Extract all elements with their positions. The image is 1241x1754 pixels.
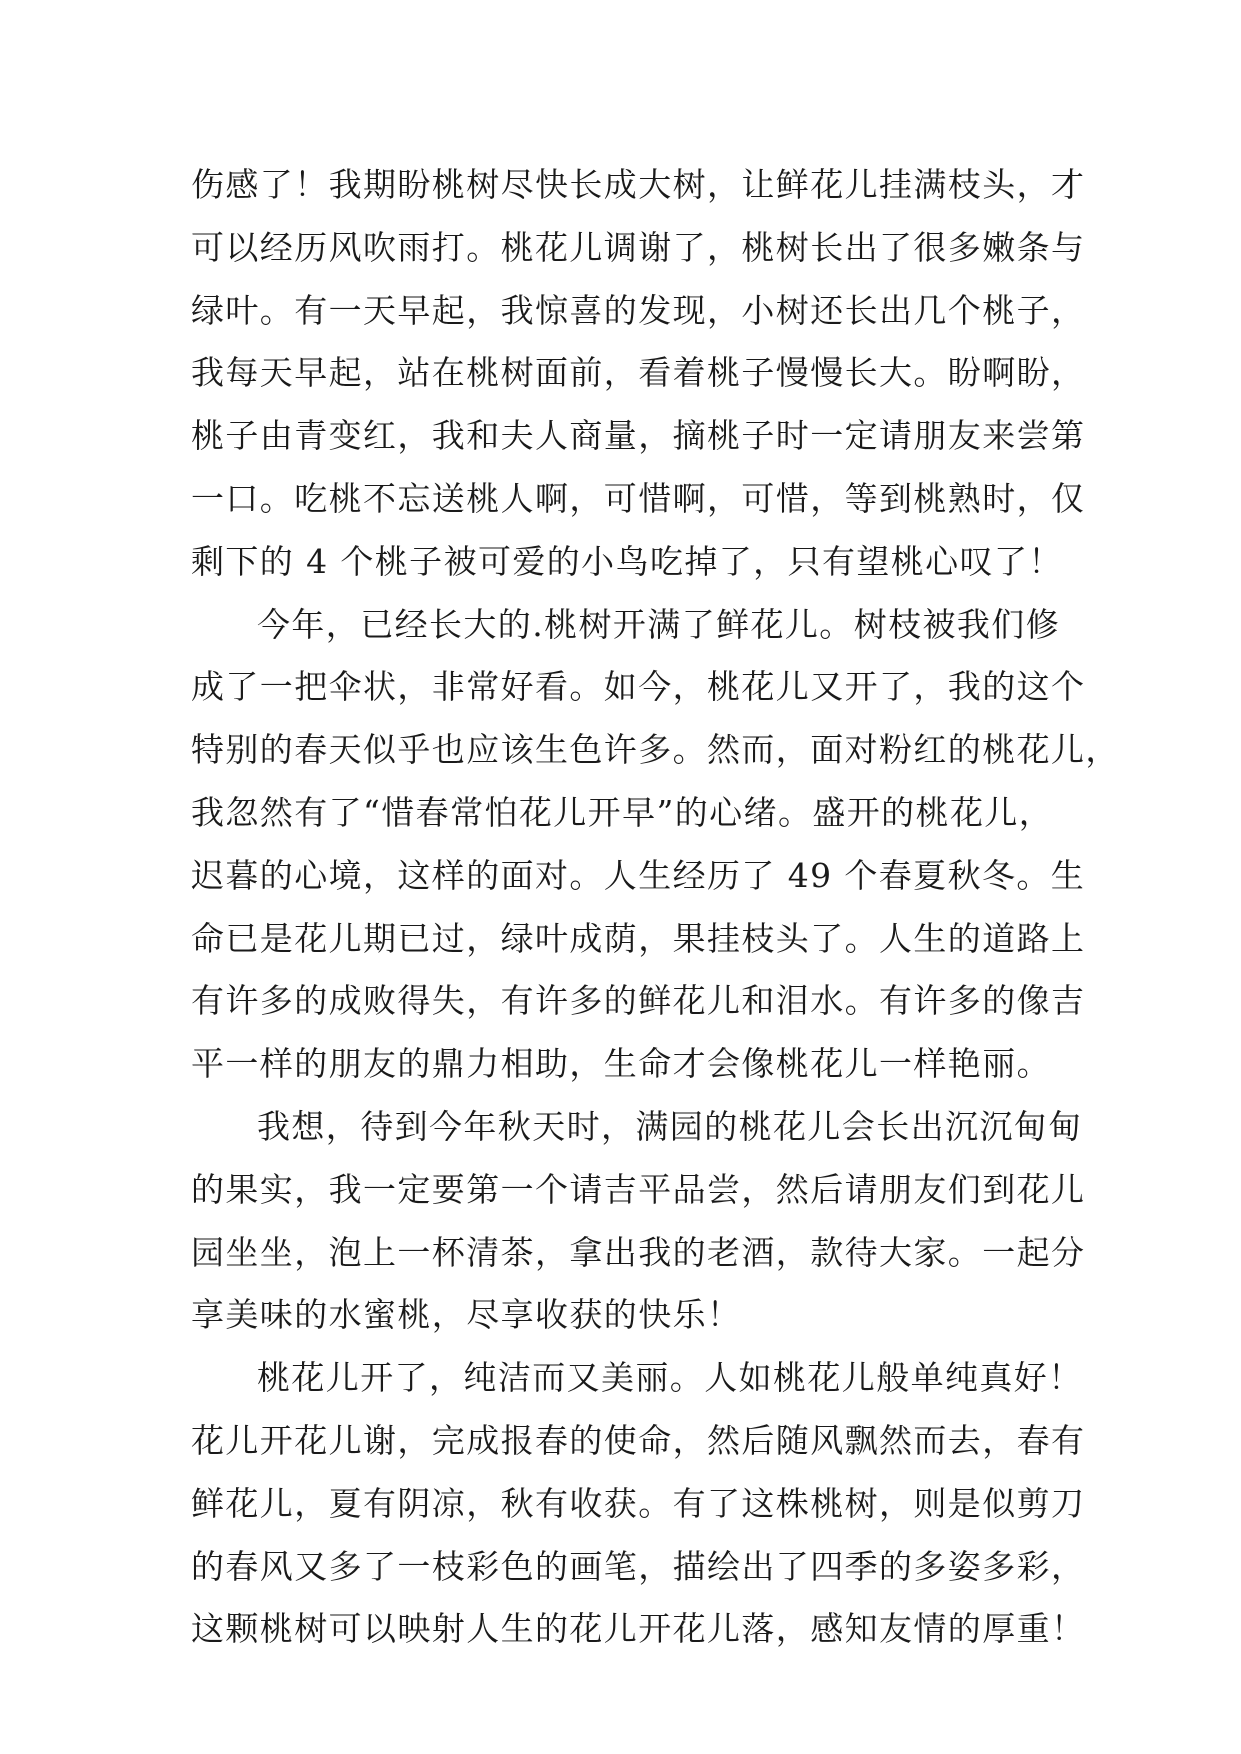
text-line: 迟暮的心境，这样的面对。人生经历了 49 个春夏秋冬。生 bbox=[191, 855, 1086, 895]
text-line: 可以经历风吹雨打。桃花儿调谢了，桃树长出了很多嫩条与 bbox=[191, 227, 1086, 267]
text-line: 剩下的 4 个桃子被可爱的小鸟吃掉了，只有望桃心叹了！ bbox=[191, 541, 1063, 581]
text-line: 我忽然有了“惜春常怕花儿开早”的心绪。盛开的桃花儿， bbox=[191, 792, 1054, 832]
text-line: 一口。吃桃不忘送桃人啊，可惜啊，可惜，等到桃熟时，仅 bbox=[191, 478, 1086, 518]
body-text bbox=[191, 154, 1120, 1661]
text-line: 今年，已经长大的.桃树开满了鲜花儿。树枝被我们修 bbox=[257, 604, 1061, 644]
text-line: 伤感了！我期盼桃树尽快长成大树，让鲜花儿挂满枝头，才 bbox=[191, 165, 1086, 204]
text-line: 有许多的成败得失，有许多的鲜花儿和泪水。有许多的像吉 bbox=[191, 981, 1086, 1021]
text-line: 鲜花儿，夏有阴凉，秋有收获。有了这株桃树，则是似剪刀 bbox=[191, 1483, 1086, 1523]
text-line: 我每天早起，站在桃树面前，看着桃子慢慢长大。盼啊盼， bbox=[191, 353, 1086, 393]
text-line: 平一样的朋友的鼎力相助，生命才会像桃花儿一样艳丽。 bbox=[191, 1044, 1051, 1084]
text-line: 绿叶。有一天早起，我惊喜的发现，小树还长出几个桃子， bbox=[191, 290, 1086, 330]
text-line: 的果实，我一定要第一个请吉平品尝，然后请朋友们到花儿 bbox=[191, 1169, 1086, 1209]
text-line: 这颗桃树可以映射人生的花儿开花儿落，感知友情的厚重！ bbox=[191, 1609, 1086, 1649]
text-line: 成了一把伞状，非常好看。如今，桃花儿又开了，我的这个 bbox=[191, 667, 1086, 707]
text-line: 特别的春天似乎也应该生色许多。然而，面对粉红的桃花儿， bbox=[191, 730, 1120, 770]
text-line: 命已是花儿期已过，绿叶成荫，果挂枝头了。人生的道路上 bbox=[191, 918, 1086, 958]
text-line: 享美味的水蜜桃，尽享收获的快乐！ bbox=[191, 1295, 742, 1335]
text-line: 花儿开花儿谢，完成报春的使命，然后随风飘然而去，春有 bbox=[191, 1420, 1086, 1460]
text-line: 桃花儿开了，纯洁而又美丽。人如桃花儿般单纯真好！ bbox=[257, 1358, 1083, 1398]
text-line: 桃子由青变红，我和夫人商量，摘桃子时一定请朋友来尝第 bbox=[191, 416, 1086, 456]
text-line: 的春风又多了一枝彩色的画笔，描绘出了四季的多姿多彩， bbox=[191, 1546, 1086, 1586]
text-line: 园坐坐，泡上一杯清茶，拿出我的老酒，款待大家。一起分 bbox=[191, 1232, 1086, 1272]
text-line: 我想，待到今年秋天时，满园的桃花儿会长出沉沉甸甸 bbox=[257, 1106, 1083, 1146]
